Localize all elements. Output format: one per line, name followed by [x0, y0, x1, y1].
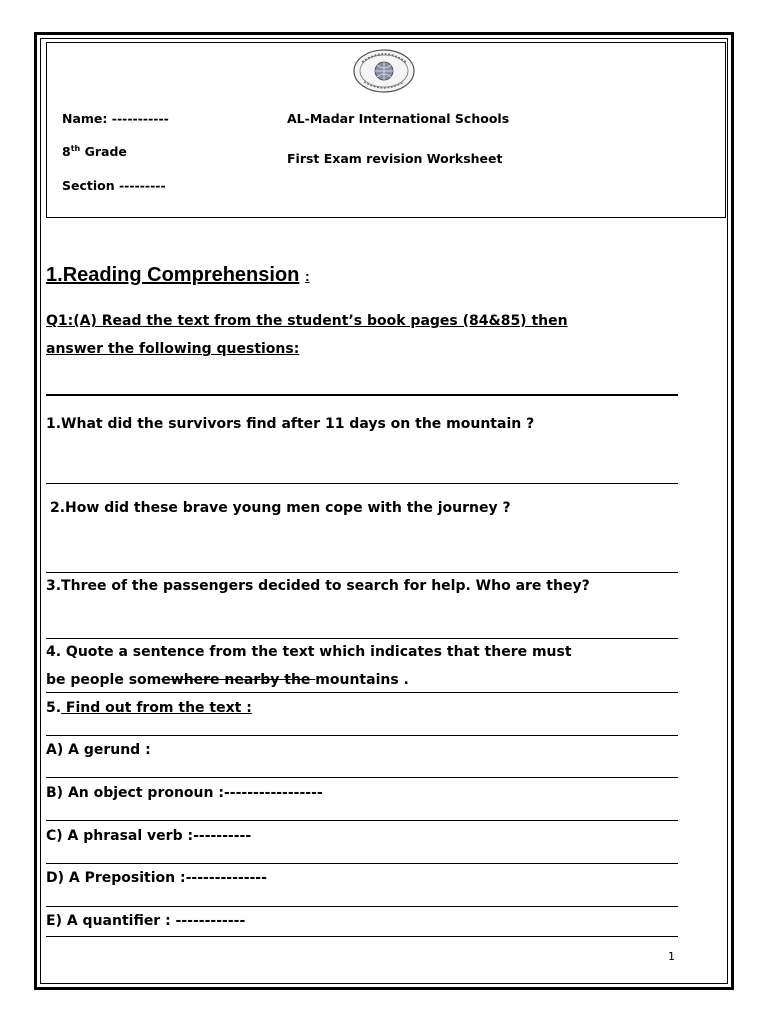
question-4-line-1: 4. Quote a sentence from the text which indicates that there must: [46, 644, 572, 660]
question-3: 3.Three of the passengers decided to search for help. Who are they?: [46, 578, 590, 594]
page-number: 1: [668, 950, 675, 963]
name-field: Name: -----------: [62, 111, 169, 126]
answer-line: [46, 936, 678, 937]
question-4-line-2: be people somewhere nearby the mountains .: [46, 672, 409, 688]
answer-line: [46, 906, 678, 907]
answer-line: [46, 692, 678, 693]
question-2: 2.How did these brave young men cope with the journey ?: [50, 500, 511, 516]
school-logo: [352, 48, 416, 94]
school-name: AL-Madar International Schools: [287, 111, 510, 126]
question-1: 1.What did the survivors find after 11 days on the mountain ?: [46, 416, 535, 432]
grade-label: 8th Grade: [62, 144, 127, 160]
answer-line: [46, 777, 678, 778]
divider-line: [46, 394, 678, 396]
question-5: 5. Find out from the text :: [46, 700, 252, 716]
instruction-line-1: Q1:(A) Read the text from the student’s book pages (84&85) then: [46, 313, 568, 329]
answer-line: [46, 638, 678, 639]
answer-line: [46, 572, 678, 573]
answer-line: [46, 820, 678, 821]
section-field: Section ---------: [62, 178, 166, 193]
find-item-object-pronoun: B) An object pronoun :-----------------: [46, 785, 323, 801]
instruction-line-2: answer the following questions:: [46, 341, 300, 357]
answer-line: [46, 863, 678, 864]
find-item-preposition: D) A Preposition :--------------: [46, 870, 267, 886]
worksheet-title: First Exam revision Worksheet: [287, 151, 503, 166]
section-heading: 1.Reading Comprehension :: [46, 264, 310, 286]
answer-line: [46, 483, 678, 484]
find-item-quantifier: E) A quantifier : ------------: [46, 913, 246, 929]
find-item-phrasal-verb: C) A phrasal verb :----------: [46, 828, 252, 844]
answer-line: [46, 735, 678, 736]
find-item-gerund: A) A gerund :: [46, 742, 151, 758]
